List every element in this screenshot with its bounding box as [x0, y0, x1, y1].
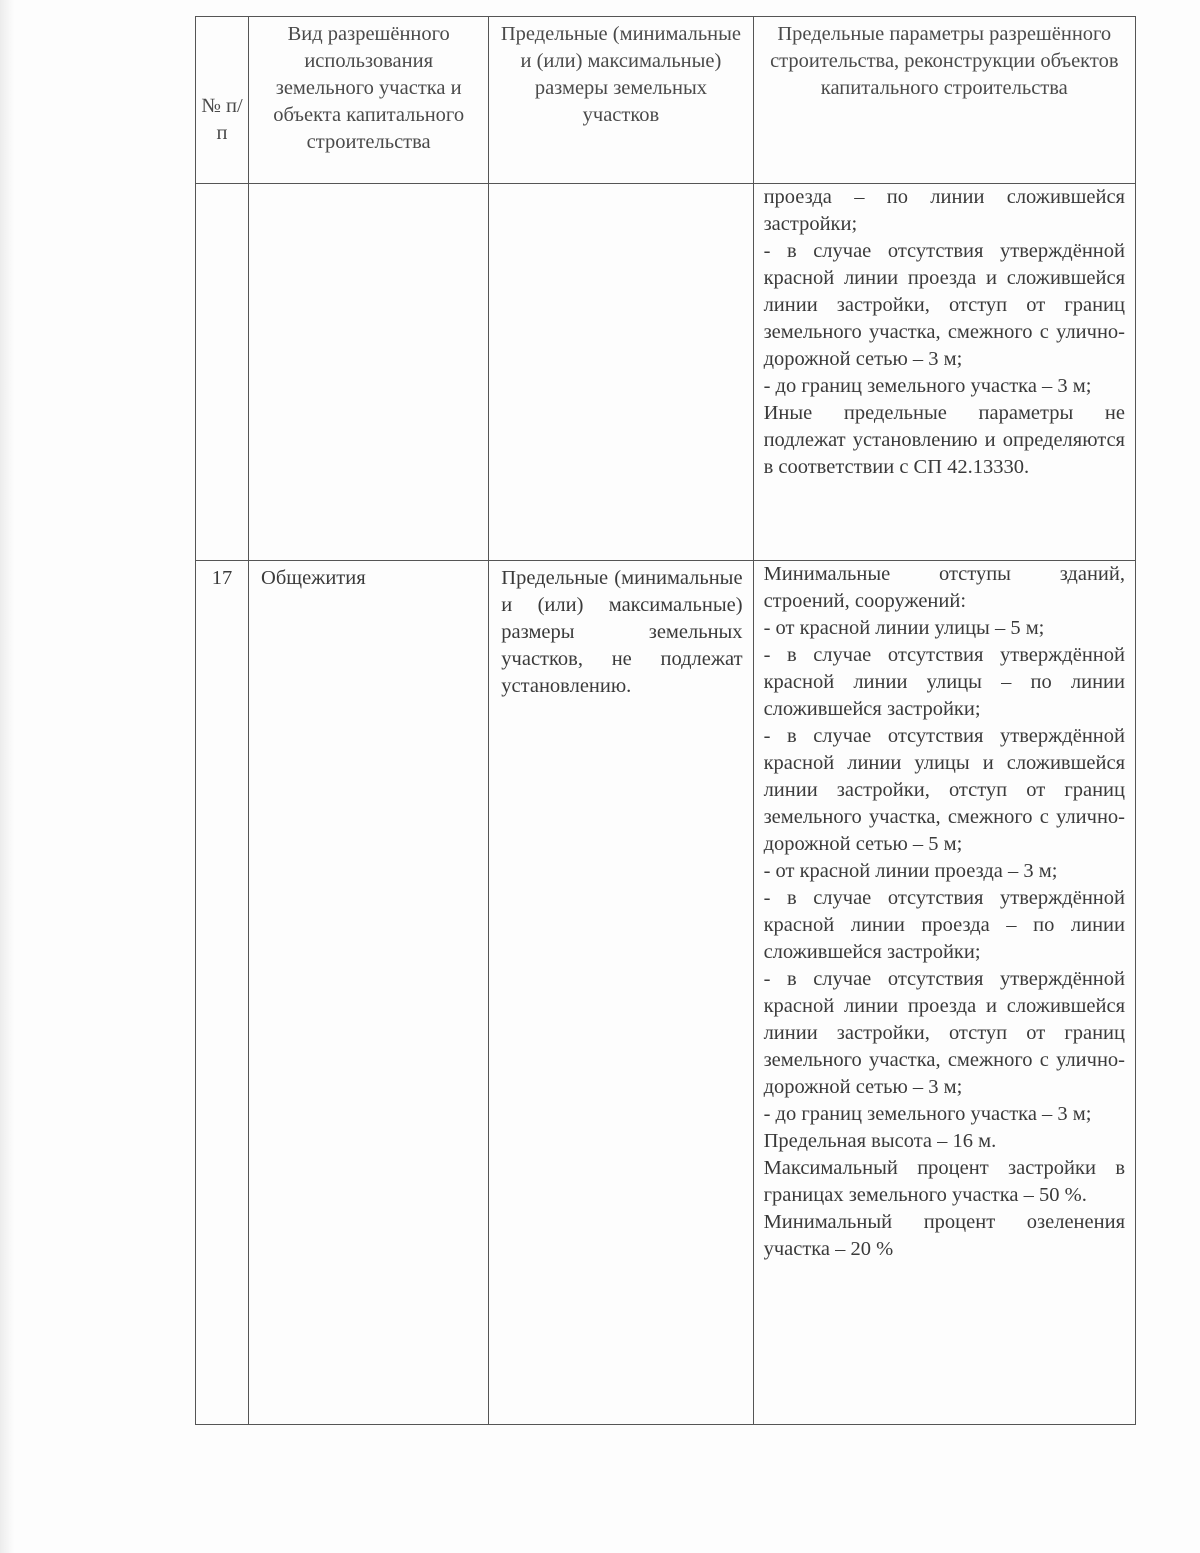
param-line: - до границ земельного участка – 3 м;: [763, 1103, 1092, 1125]
param-line: - от красной линии проезда – 3 м;: [763, 860, 1058, 882]
param-line: - в случае отсутствия утверждённой красной линии улицы – по линии сложившейся застройки;: [763, 644, 1125, 720]
param-line: - в случае отсутствия утверждённой красной линии проезда и сложившейся линии застройки, отступ от границ земельного участка, смежного с улично-дорожной сетью – 3 м;: [763, 240, 1125, 370]
row-plot-size: [489, 561, 753, 1425]
table-header-row: [196, 17, 1136, 184]
row-permitted-use: [249, 184, 489, 561]
param-line: - от красной линии улицы – 5 м;: [763, 617, 1045, 639]
plot-size-text: Предельные (минимальные и (или) максимальные) размеры земельных участков, не подлежат установлению.: [501, 567, 743, 697]
param-line: Минимальные отступы зданий, строений, сооружений:: [763, 563, 1125, 612]
param-line: Предельная высота – 16 м.: [763, 1130, 997, 1152]
row-permitted-use: Общежития: [249, 561, 489, 1425]
row-plot-size: [489, 184, 753, 561]
param-line: проезда – по линии сложившейся застройки;: [763, 186, 1125, 235]
row-construction-params: [753, 561, 1135, 1425]
header-construction-params: Предельные параметры разрешённого строительства, реконструкции объектов капитального строительства: [753, 17, 1135, 184]
param-line: - в случае отсутствия утверждённой красной линии проезда – по линии сложившейся застройки;: [763, 887, 1125, 963]
row-number: 17: [196, 561, 249, 1425]
header-permitted-use: Вид разрешённого использования земельного участка и объекта капитального строительства: [249, 17, 489, 184]
param-line: - в случае отсутствия утверждённой красной линии проезда и сложившейся линии застройки, отступ от границ земельного участка, смежного с улично-дорожной сетью – 3 м;: [763, 968, 1125, 1098]
param-line: Иные предельные параметры не подлежат установлению и определяются в соответствии с СП 42.13330.: [763, 402, 1125, 478]
header-number: № п/п: [196, 17, 249, 184]
param-line: - в случае отсутствия утверждённой красной линии улицы и сложившейся линии застройки, отступ от границ земельного участка, смежного с улично-дорожной сетью – 5 м;: [763, 725, 1125, 855]
table-row: [196, 184, 1136, 561]
param-line: Минимальный процент озеленения участка – 20 %: [763, 1211, 1125, 1260]
param-line: - до границ земельного участка – 3 м;: [763, 375, 1092, 397]
zoning-parameters-table: [195, 16, 1136, 1425]
table-row: [196, 561, 1136, 1425]
row-construction-params: [753, 184, 1135, 561]
scan-edge-shadow: [0, 0, 14, 1553]
param-line: Максимальный процент застройки в границах земельного участка – 50 %.: [763, 1157, 1125, 1206]
row-number: [196, 184, 249, 561]
header-plot-size: Предельные (минимальные и (или) максимальные) размеры земельных участков: [489, 17, 753, 184]
